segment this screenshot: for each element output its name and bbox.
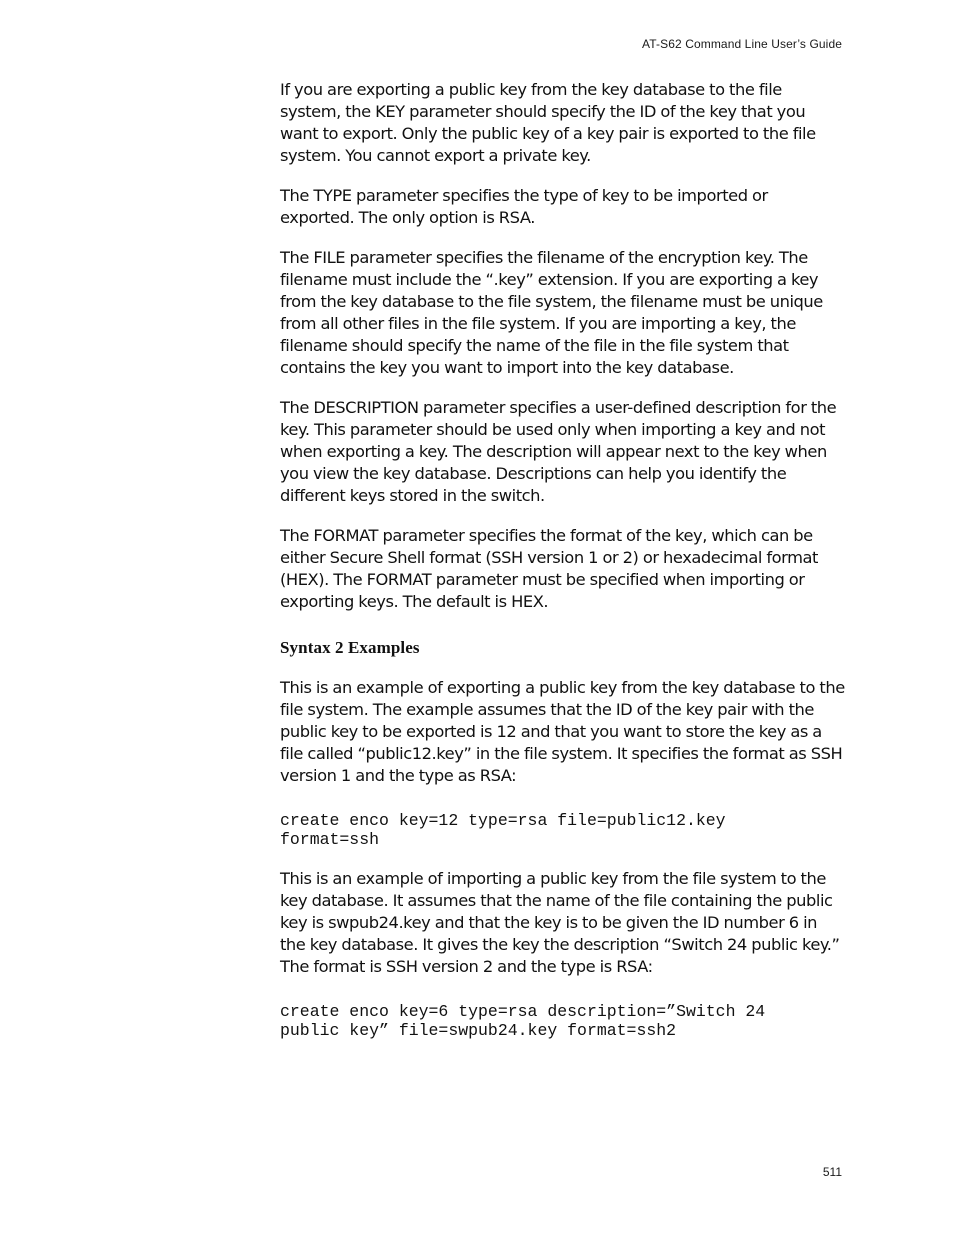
code-example-export: create enco key=12 type=rsa file=public12.key format=ssh	[280, 811, 726, 849]
paragraph-export-example: This is an example of exporting a public key from the key database to the file system. The example assumes that the ID of the key pair with the public key to be exported is 12 and that you want to store the key as a file called “public12.key” in the file system. It specifies the format as SSH version 1 and the type as RSA:	[280, 678, 845, 785]
page-number: 511	[822, 1165, 842, 1179]
running-header: AT-S62 Command Line User’s Guide	[642, 37, 842, 51]
section-heading-syntax-2-examples: Syntax 2 Examples	[280, 638, 420, 657]
page-body	[280, 79, 846, 1059]
paragraph-import-example: This is an example of importing a public key from the file system to the key database. It assumes that the name of the file containing the public key is swpub24.key and that the key is to be given the ID number 6 in the key database. It gives the key the description “Switch 24 public key.” The format is SSH version 2 and the type is RSA:	[280, 869, 840, 976]
paragraph-file-parameter: The FILE parameter specifies the filename of the encryption key. The filename must include the “.key” extension. If you are exporting a key from the key database to the file system, the filename must be unique from all other files in the file system. If you are importing a key, the filename should specify the name of the file in the file system that contains the key you want to import into the key database.	[280, 248, 823, 377]
paragraph-description-parameter: The DESCRIPTION parameter specifies a user-defined description for the key. This parameter should be used only when importing a key and not when exporting a key. The description will appear next to the key when you view the key database. Descriptions can help you identify the different keys stored in the switch.	[280, 398, 837, 505]
paragraph-format-parameter: The FORMAT parameter specifies the format of the key, which can be either Secure Shell format (SSH version 1 or 2) or hexadecimal format (HEX). The FORMAT parameter must be specified when importing or exporting keys. The default is HEX.	[280, 526, 818, 611]
paragraph-export-key: If you are exporting a public key from the key database to the file system, the KEY parameter should specify the ID of the key that you want to export. Only the public key of a key pair is exported to the file system. You cannot export a private key.	[280, 80, 816, 165]
code-example-import: create enco key=6 type=rsa description=”Switch 24 public key” file=swpub24.key format=ssh2	[280, 1002, 766, 1040]
paragraph-type-parameter: The TYPE parameter specifies the type of key to be imported or exported. The only option is RSA.	[280, 186, 768, 227]
